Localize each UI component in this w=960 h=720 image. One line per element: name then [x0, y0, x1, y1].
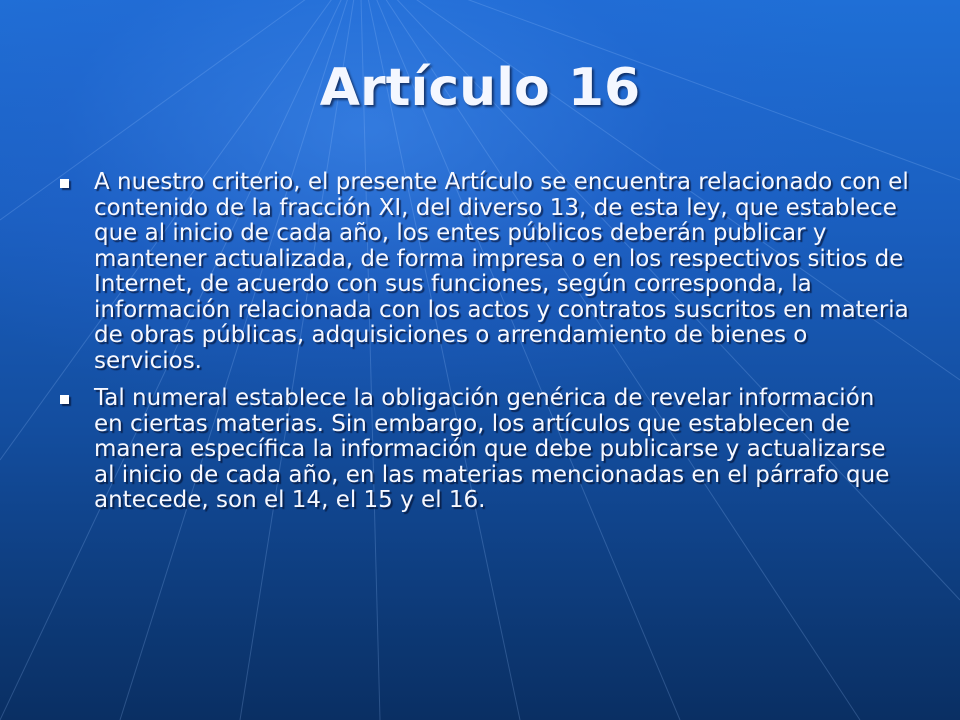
- square-bullet-icon: [60, 179, 69, 188]
- bullet-text: A nuestro criterio, el presente Artículo se encuentra relacionado con el contenido de la fracción XI, del diverso 13, de esta ley, que establece que al inicio de cada año, los entes públicos deberán publicar y mantener actualizada, de forma impresa o en los respectivos sitios de Internet, de acuerdo con sus funciones, según corresponda, la información relacionada con los actos y contratos suscritos en materia de obras públicas, adquisiciones o arrendamiento de bienes o servicios.: [94, 169, 909, 374]
- bullet-list: [60, 170, 910, 526]
- slide-title: Artículo 16: [319, 58, 641, 118]
- bullet-text: Tal numeral establece la obligación genérica de revelar información en ciertas materias. Sin embargo, los artículos que establecen de manera específica la información que debe publicarse y actualizarse al inicio de cada año, en las materias mencionadas en el párrafo que antecede, son el 14, el 15 y el 16.: [94, 385, 890, 513]
- square-bullet-icon: [60, 395, 69, 404]
- bullet-item: [60, 170, 910, 374]
- bullet-item: [60, 386, 910, 514]
